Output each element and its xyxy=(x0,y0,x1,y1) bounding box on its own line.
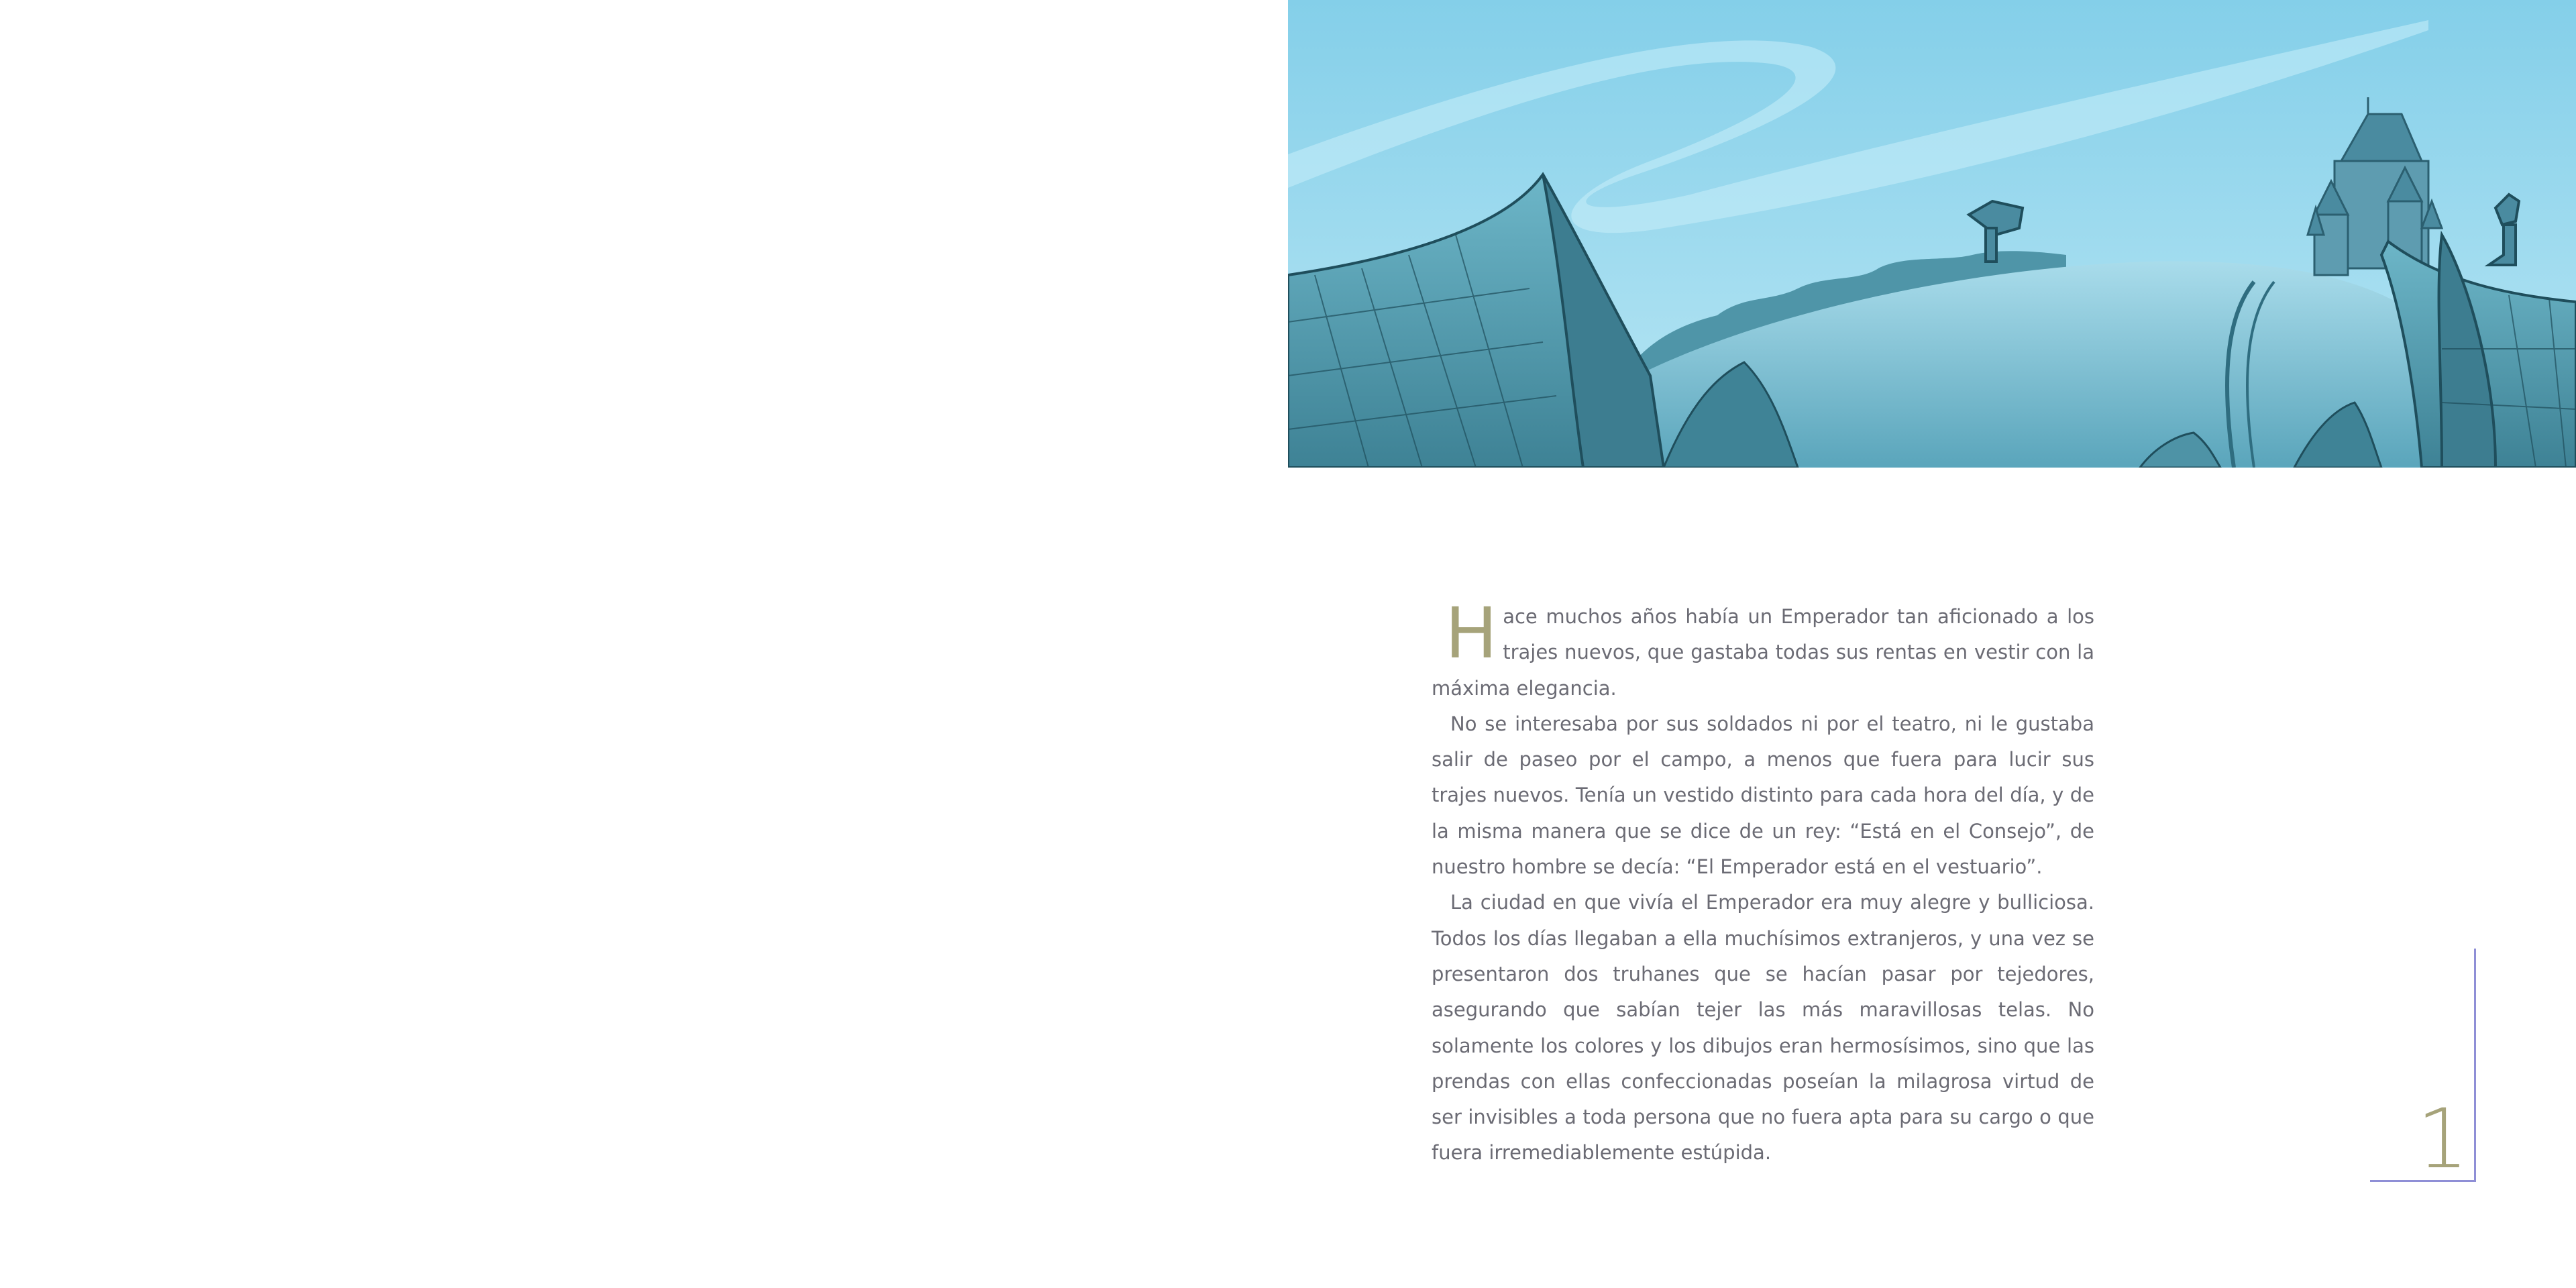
story-paragraph-2: No se interesaba por sus soldados ni por el teatro, ni le gustaba salir de paseo por el campo, a menos que fuera para lucir sus trajes nuevos. Tenía un vestido distinto para cada hora del día, y de la misma manera que se dice de un rey: “Está en el Consejo”, de nuestro hombre se decía: “El Emperador está en el vestuario”. xyxy=(1432,712,2094,879)
story-text xyxy=(1432,592,2094,1171)
page-number-frame xyxy=(2370,949,2476,1187)
castle-skyline-image xyxy=(1288,0,2576,468)
city-rooftops-illustration xyxy=(1288,0,2576,468)
story-paragraph-3: La ciudad en que vivía el Emperador era muy alegre y bulliciosa. Todos los días llegaban a ella muchísimos extranjeros, y una vez se presentaron dos truhanes que se hacían pasar por tejedores, asegurando que sabían tejer las más maravillosas telas. No solamente los colores y los dibujos eran hermosísimos, sino que las prendas con ellas confeccionadas poseían la milagrosa virtud de ser invisibles a toda persona que no fuera apta para su cargo o que fuera irremediablemente estúpida. xyxy=(1432,891,2094,1165)
drop-cap: H xyxy=(1445,592,1498,674)
page-number: 1 xyxy=(2416,1091,2469,1187)
story-paragraph-1 xyxy=(1432,592,2094,706)
paragraph-text: ace muchos años había un Emperador tan aficionado a los trajes nuevos, que gastaba todas sus rentas en vestir con la máxima elegancia. xyxy=(1432,605,2094,700)
